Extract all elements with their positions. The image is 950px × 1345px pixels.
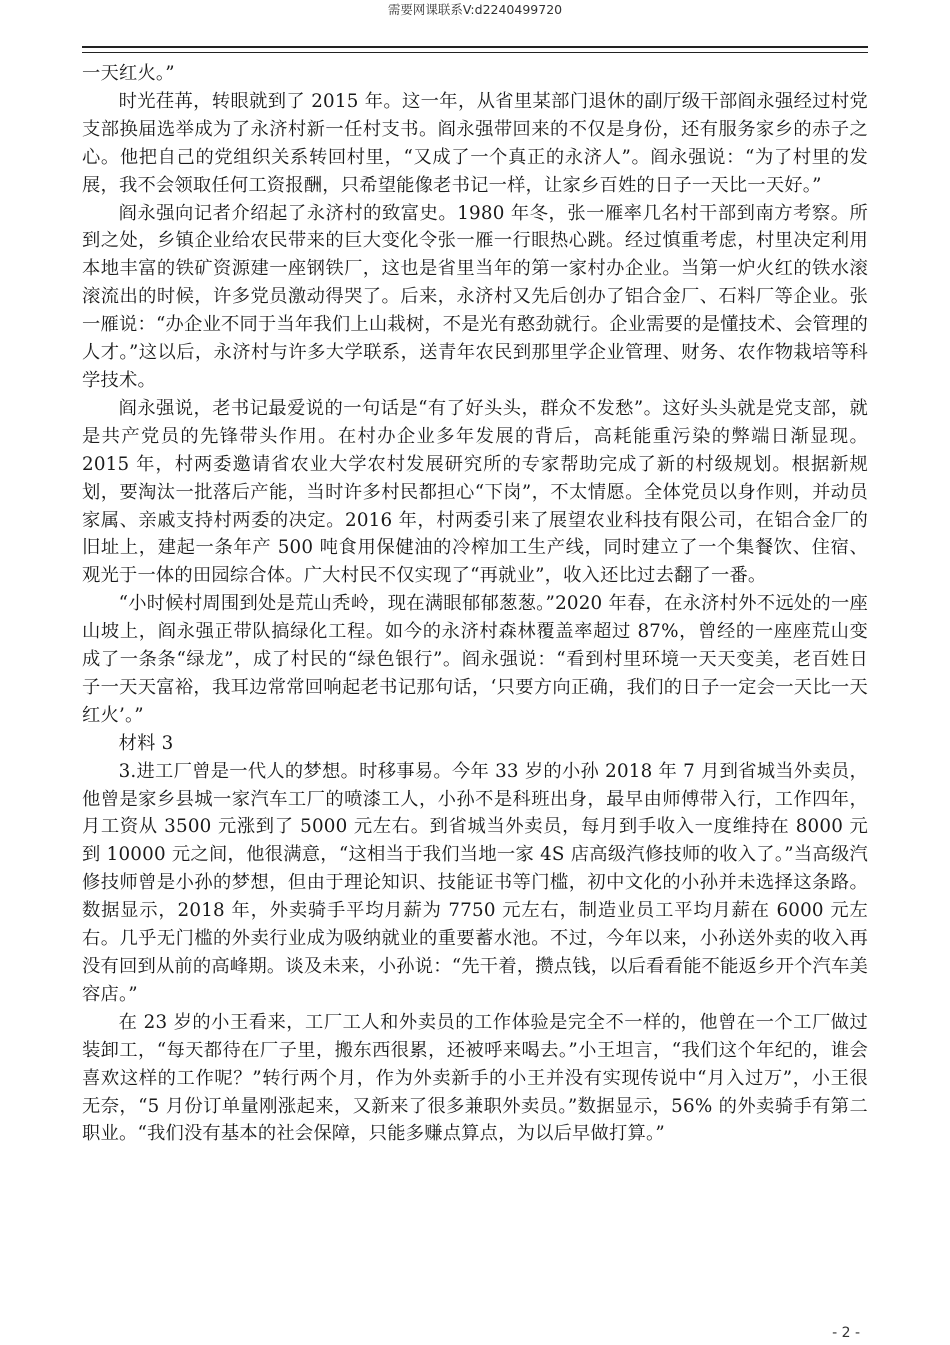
- paragraph: 阎永强说，老书记最爱说的一句话是“有了好头头，群众不发愁”。这好头头就是党支部，就是共产党员的先锋带头作用。在村办企业多年发展的背后，高耗能重污染的弊端日渐显现。2015 年，村两委邀请省农业大学农村发展研究所的专家帮助完成了新的村级规划。根据新规划，要淘汰一批落后产能，当时许多村民都担心“下岗”，不太情愿。全体党员以身作则，并动员家属、亲戚支持村两委的决定。2016 年，村两委引来了展望农业科技有限公司，在铝合金厂的旧址上，建起一条年产 500 吨食用保健油的冷榨加工生产线，同时建立了一个集餐饮、住宿、观光于一体的田园综合体。广大村民不仅实现了“再就业”，收入还比过去翻了一番。: [82, 397, 868, 587]
- header-rule-thick: [82, 46, 868, 48]
- paragraph-continuation: 一天红火。”: [82, 63, 175, 84]
- paragraph: 在 23 岁的小王看来，工厂工人和外卖员的工作体验是完全不一样的，他曾在一个工厂做过装卸工，“每天都待在厂子里，搬东西很累，还被呼来喝去。”小王坦言，“我们这个年纪的，谁会喜欢这样的工作呢？”转行两个月，作为外卖新手的小王并没有实现传说中“月入过万”，小王很无奈，“5 月份订单量刚涨起来，又新来了很多兼职外卖员。”数据显示，56% 的外卖骑手有第二职业。“我们没有基本的社会保障，只能多赚点算点，为以后早做打算。”: [82, 1011, 868, 1145]
- paragraph: 3.进工厂曾是一代人的梦想。时移事易。今年 33 岁的小孙 2018 年 7 月到省城当外卖员，他曾是家乡县城一家汽车工厂的喷漆工人，小孙不是科班出身，最早由师傅带入行，工作四年，月工资从 3500 元涨到了 5000 元左右。到省城当外卖员，每月到手收入一度维持在 8000 元到 10000 元之间，他很满意，“这相当于我们当地一家 4S 店高级汽修技师的收入了。”当高级汽修技师曾是小孙的梦想，但由于理论知识、技能证书等门槛，初中文化的小孙并未选择这条路。数据显示，2018 年，外卖骑手平均月薪为 7750 元左右，制造业员工平均月薪在 6000 元左右。几乎无门槛的外卖行业成为吸纳就业的重要蓄水池。不过，今年以来，小孙送外卖的收入再没有回到从前的高峰期。谈及未来，小孙说：“先干着，攒点钱，以后看看能不能返乡开个汽车美容店。”: [82, 760, 868, 1005]
- header-rule-thin: [82, 52, 868, 53]
- section-heading-material-3: 材料 3: [118, 732, 174, 754]
- paragraph: 时光荏苒，转眼就到了 2015 年。这一年，从省里某部门退休的副厅级干部阎永强经过村党支部换届选举成为了永济村新一任村支书。阎永强带回来的不仅是身份，还有服务家乡的赤子之心。他把自己的党组织关系转回村里，“又成了一个真正的永济人”。阎永强说：“为了村里的发展，我不会领取任何工资报酬，只希望能像老书记一样，让家乡百姓的日子一天比一天好。”: [82, 90, 868, 196]
- paragraph: 阎永强向记者介绍起了永济村的致富史。1980 年冬，张一雁率几名村干部到南方考察。所到之处，乡镇企业给农民带来的巨大变化令张一雁一行眼热心跳。经过慎重考虑，村里决定利用本地丰富的铁矿资源建一座钢铁厂，这也是省里当年的第一家村办企业。当第一炉火红的铁水滚滚流出的时候，许多党员激动得哭了。后来，永济村又先后创办了铝合金厂、石料厂等企业。张一雁说：“办企业不同于当年我们上山栽树，不是光有憨劲就行。企业需要的是懂技术、会管理的人才。”这以后，永济村与许多大学联系，送青年农民到那里学企业管理、财务、农作物栽培等科学技术。: [82, 202, 868, 391]
- header-contact-note: 需要网课联系V:d2240499720: [387, 2, 563, 17]
- document-body: [82, 60, 868, 1148]
- paragraph: “小时候村周围到处是荒山秃岭，现在满眼郁郁葱葱。”2020 年春，在永济村外不远处的一座山坡上，阎永强正带队搞绿化工程。如今的永济村森林覆盖率超过 87%，曾经的一座座荒山变成了一条条“绿龙”，成了村民的“绿色银行”。阎永强说：“看到村里环境一天天变美，老百姓日子一天天富裕，我耳边常常回响起老书记那句话，‘只要方向正确，我们的日子一定会一天比一天红火’。”: [82, 593, 868, 726]
- page-number: - 2 -: [832, 1325, 860, 1341]
